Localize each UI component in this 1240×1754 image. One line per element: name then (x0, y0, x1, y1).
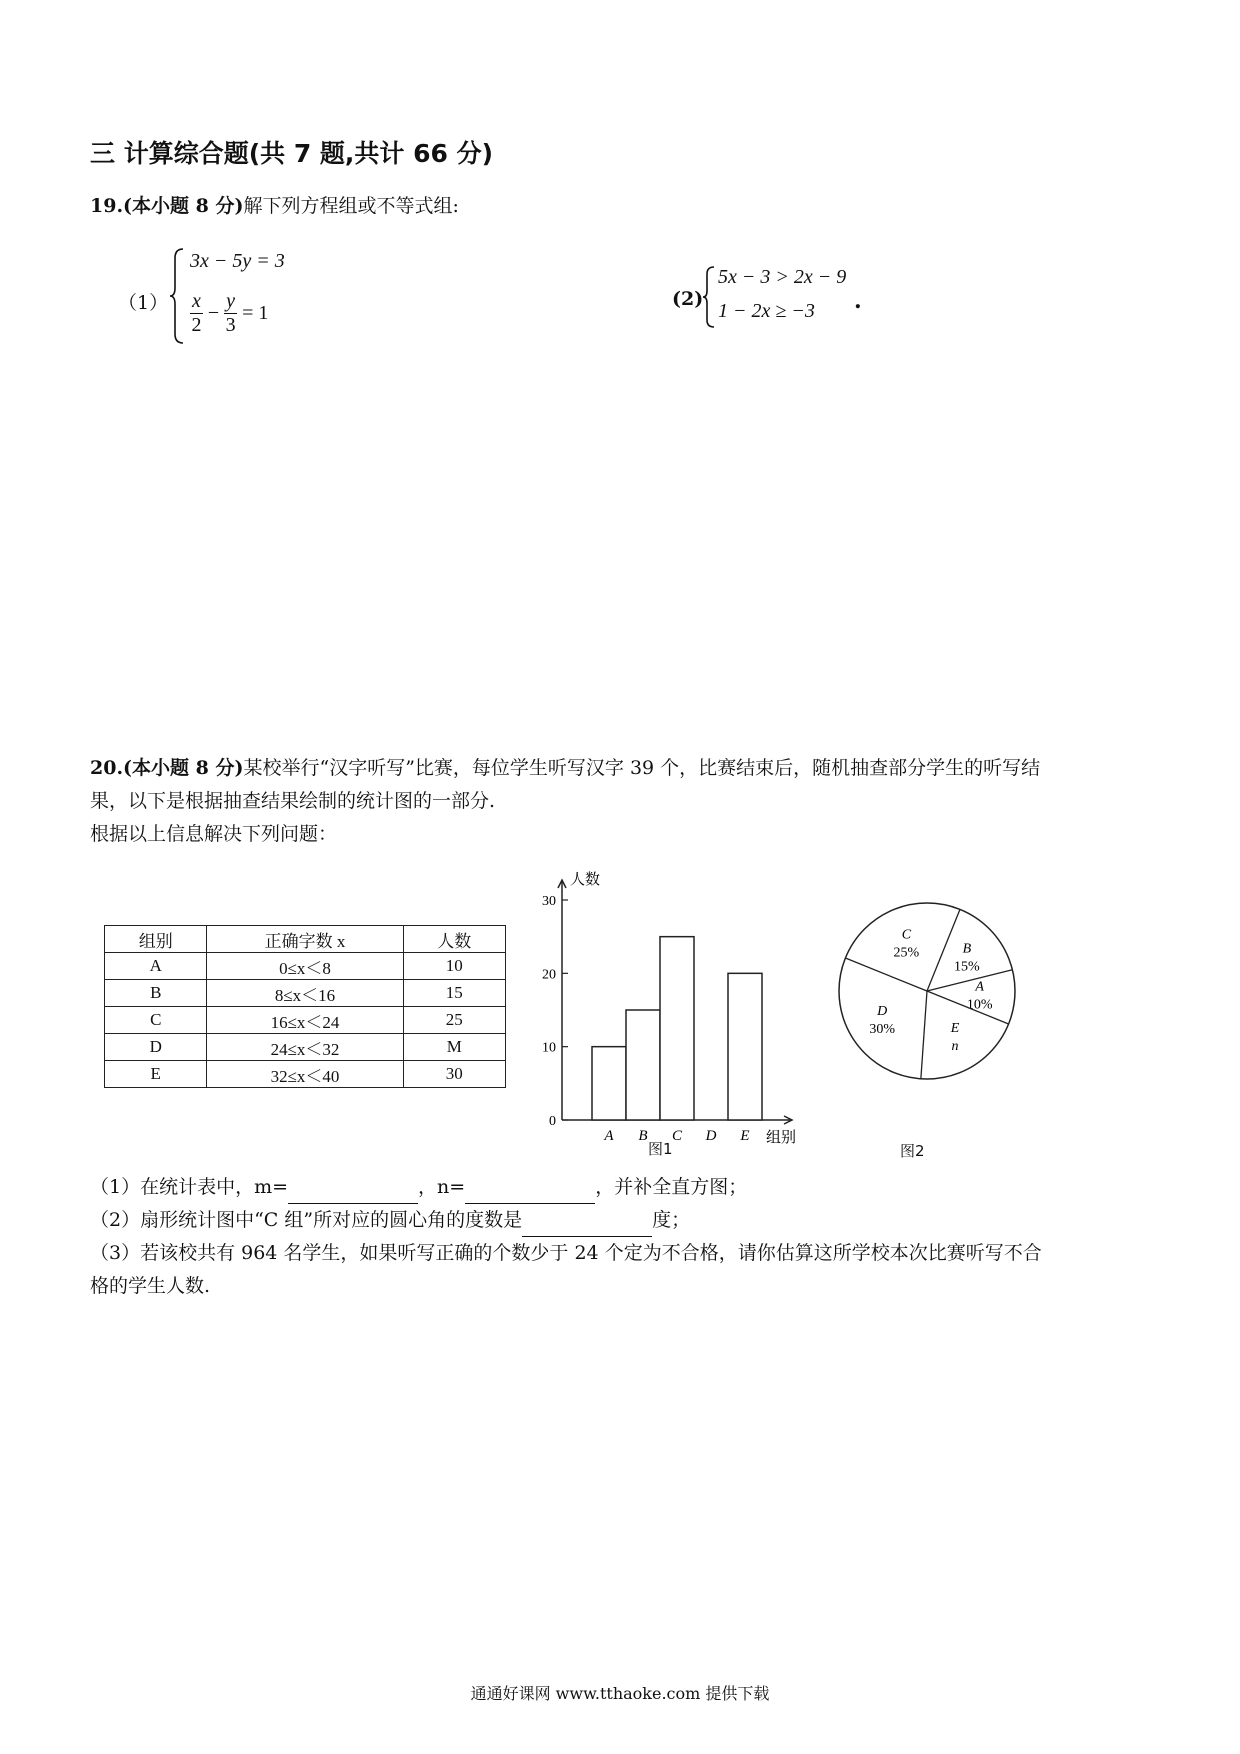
section-title: 三 计算综合题(共 7 题,共计 66 分) (90, 139, 494, 168)
x-tick-label: C (671, 1128, 683, 1144)
bar-b (626, 1010, 660, 1120)
table-row (105, 980, 506, 1007)
answer-blank-angle[interactable] (522, 1214, 652, 1237)
y-axis-label: 人数 (570, 872, 601, 888)
fig1-caption: 图1 (648, 1140, 673, 1158)
q19-label: 19.(本小题 8 分) (90, 195, 244, 217)
y-tick-label: 20 (542, 967, 556, 983)
table-header: 人数 (403, 926, 506, 953)
table-cell: C (105, 1007, 207, 1034)
answer-blank-m[interactable] (288, 1181, 418, 1204)
table-row (105, 953, 506, 980)
q20-subquestions (90, 1171, 1170, 1303)
minus-sign: − (207, 302, 220, 324)
q20-text (90, 752, 1170, 851)
table-cell: M (403, 1034, 506, 1061)
answer-blank-n[interactable] (465, 1181, 595, 1204)
q19-text: 解下列方程组或不等式组: (243, 195, 459, 217)
pie-value-d: 30% (869, 1021, 896, 1037)
q19-part2-brace (701, 264, 717, 330)
x-axis-label: 组别 (766, 1130, 797, 1146)
pie-value-a: 10% (966, 997, 993, 1013)
q19-heading (90, 190, 459, 223)
table-cell: A (105, 953, 207, 980)
bar-c (660, 937, 694, 1120)
table-cell: D (105, 1034, 207, 1061)
table-header: 组别 (105, 926, 207, 953)
table-cell: B (105, 980, 207, 1007)
sub1-text-a: （1）在统计表中，m= (90, 1176, 289, 1198)
table-cell: 25 (403, 1007, 506, 1034)
q19-part2-end: . (854, 288, 862, 314)
sub-question-2 (90, 1204, 1170, 1237)
histogram-chart (530, 868, 830, 1168)
q19-part1-eq2 (190, 290, 268, 337)
pie-value-c: 25% (893, 945, 920, 961)
bar-a (592, 1047, 626, 1120)
pie-chart (835, 895, 1035, 1095)
bar-e (728, 973, 762, 1120)
sub2-text-b: 度； (652, 1209, 691, 1231)
sub-question-1 (90, 1171, 1170, 1204)
y-tick-label: 0 (549, 1114, 556, 1129)
table-cell: 0≤x＜8 (207, 953, 403, 980)
table-row (105, 1007, 506, 1034)
table-cell: 16≤x＜24 (207, 1007, 403, 1034)
table-cell: 32≤x＜40 (207, 1061, 403, 1088)
q19-part2-ineq2: 1 − 2x ≥ −3 (718, 300, 815, 322)
q20-label: 20.(本小题 8 分) (90, 757, 244, 779)
x-tick-label: E (740, 1128, 750, 1144)
frac2-den: 3 (225, 314, 236, 336)
stat-table (104, 925, 506, 1088)
sub1-text-c: ，并补全直方图； (595, 1176, 748, 1198)
pie-label-d: D (877, 1003, 888, 1019)
q19-part2-ineq1: 5x − 3 > 2x − 9 (718, 266, 847, 288)
table-cell: E (105, 1061, 207, 1088)
q20-line2: 果，以下是根据抽查结果绘制的统计图的一部分. (90, 790, 496, 812)
sub-question-3-line2: 格的学生人数. (90, 1275, 211, 1297)
q20-line3: 根据以上信息解决下列问题： (90, 823, 338, 845)
sub1-text-b: ，n= (418, 1176, 466, 1198)
frac1-den: 2 (191, 314, 202, 336)
x-tick-label: D (705, 1128, 717, 1144)
table-row (105, 1034, 506, 1061)
table-row (105, 1061, 506, 1088)
q19-part2-label: (2) (672, 288, 704, 310)
y-tick-label: 30 (542, 894, 556, 909)
pie-label-b: B (962, 941, 972, 957)
table-cell: 10 (403, 953, 506, 980)
pie-label-c: C (901, 927, 912, 943)
q19-part1-label: （1） (118, 292, 169, 314)
pie-value-e: n (951, 1038, 959, 1054)
table-header: 正确字数 x (207, 926, 403, 953)
table-cell: 30 (403, 1061, 506, 1088)
y-tick-label: 10 (542, 1040, 556, 1056)
footer-text: 通通好课网 www.tthaoke.com 提供下载 (470, 1684, 770, 1703)
pie-label-e: E (950, 1020, 960, 1036)
table-cell: 24≤x＜32 (207, 1034, 403, 1061)
table-cell: 8≤x＜16 (207, 980, 403, 1007)
eq2-rhs: = 1 (242, 302, 269, 324)
x-tick-label: B (638, 1128, 648, 1144)
fig2-caption: 图2 (900, 1142, 925, 1160)
q20-line1: 某校举行“汉字听写”比赛，每位学生听写汉字 39 个，比赛结束后，随机抽查部分学生的听写结 (243, 757, 1041, 779)
table-header-row (105, 926, 506, 953)
table-cell: 15 (403, 980, 506, 1007)
q19-part1-eq1: 3x − 5y = 3 (190, 250, 285, 272)
frac2-num: y (226, 290, 236, 312)
pie-label-a: A (975, 979, 984, 995)
frac1-num: x (192, 290, 201, 312)
sub2-text-a: （2）扇形统计图中“C 组”所对应的圆心角的度数是 (90, 1209, 523, 1231)
pie-value-b: 15% (954, 959, 980, 975)
sub-question-3-line1: （3）若该校共有 964 名学生，如果听写正确的个数少于 24 个定为不合格，请你估算这所学校本次比赛听写不合 (90, 1242, 1042, 1264)
x-tick-label: A (604, 1128, 614, 1144)
q19-part1-brace (168, 246, 186, 346)
